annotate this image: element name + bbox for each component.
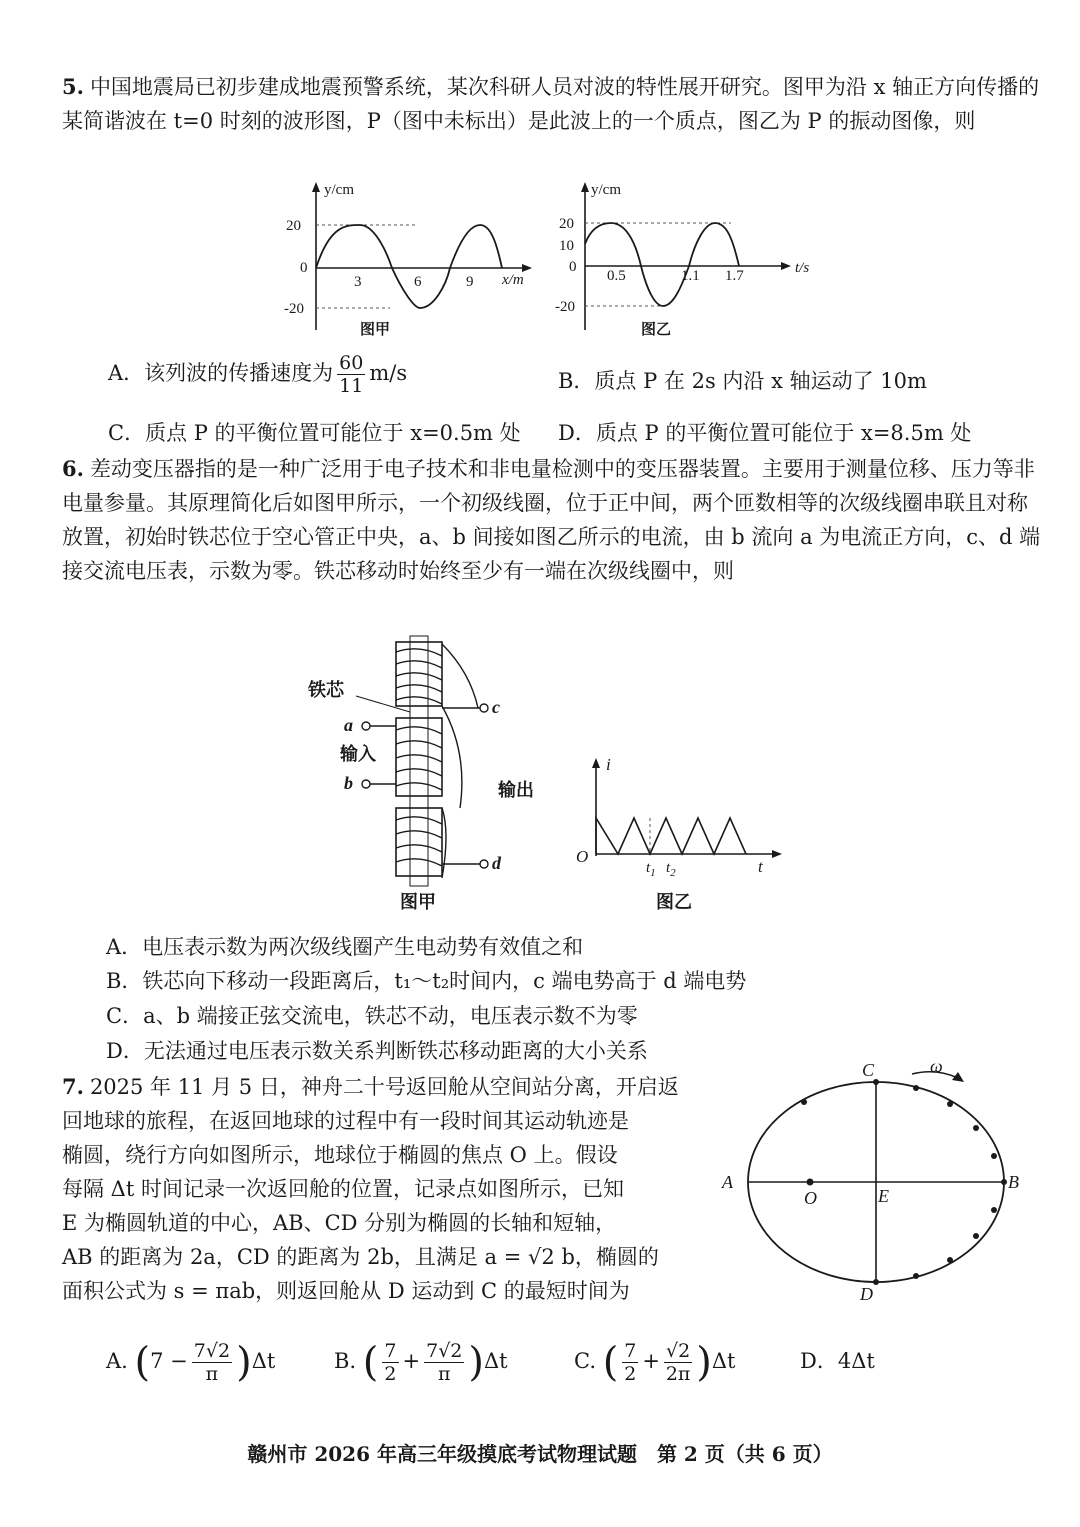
x-tick-9: 9 — [466, 274, 474, 290]
q7-option-a — [106, 1336, 275, 1388]
unit: m/s — [369, 361, 408, 385]
fraction: $\frac{7√2}{\pi}$ — [193, 1340, 231, 1385]
q7-option-c: C. ( $\frac{7}{2}$ + $\frac{√2}{2\pi}$ )Δt — [574, 1339, 736, 1386]
option-label: A. — [106, 1349, 128, 1373]
question-5 — [62, 70, 1042, 138]
terminal-b-label: b — [344, 773, 353, 793]
q6-option-c: C．a、b 端接正弦交流电，铁芯不动，电压表示数不为零 — [106, 1004, 638, 1028]
right-paren: ) — [696, 1339, 712, 1386]
fraction-1: $\frac{7}{2}$ — [384, 1340, 397, 1385]
x-tick-3: 3 — [354, 274, 362, 290]
t1-label: $t_1$ — [646, 860, 656, 879]
t-tick-1.1: 1.1 — [681, 268, 700, 284]
terminal-a-label: a — [344, 715, 353, 735]
speed-fraction — [337, 352, 365, 397]
q7-line-7: 面积公式为 s = πab，则返回舱从 D 运动到 C 的最短时间为 — [62, 1279, 630, 1303]
fraction-2: $\frac{7√2}{\pi}$ — [426, 1340, 463, 1385]
fraction-1: $\frac{7}{2}$ — [624, 1340, 637, 1385]
figure-caption: 图甲 — [400, 892, 436, 912]
q7-line-1: 2025 年 11 月 5 日，神舟二十号返回舱从空间站分离，开启返 — [89, 1075, 679, 1099]
left-paren: ( — [602, 1339, 619, 1386]
delta-t: Δt — [251, 1349, 276, 1373]
integer-term: 7 − — [150, 1349, 188, 1373]
y-tick-neg20: -20 — [284, 301, 304, 317]
terminal-d-label: d — [492, 853, 501, 873]
figure-caption: 图乙 — [656, 892, 692, 912]
q5-option-b: B．质点 P 在 2s 内沿 x 轴运动了 10m — [558, 369, 927, 393]
t-axis-label: t — [758, 857, 763, 876]
t-axis-label: t/s — [795, 260, 810, 276]
q6-option-d: D．无法通过电压表示数关系判断铁芯移动距离的大小关系 — [106, 1039, 648, 1063]
differential-transformer-diagram — [300, 632, 550, 917]
iron-core-label: 铁芯 — [308, 680, 344, 700]
right-paren: ) — [236, 1339, 252, 1386]
output-label: 输出 — [498, 780, 534, 801]
point-C-label: C — [862, 1060, 875, 1080]
q7-line-5: E 为椭圆轨道的中心，AB、CD 分别为椭圆的长轴和短轴， — [62, 1211, 617, 1235]
q7-option-b: B. ( $\frac{7}{2}$ + $\frac{7√2}{\pi}$ )Δt — [334, 1339, 508, 1386]
option-label: C. — [574, 1349, 596, 1373]
q7-option-d: D．4Δt — [800, 1349, 875, 1373]
t-tick-0.5: 0.5 — [607, 268, 626, 284]
y-axis-label: y/cm — [591, 182, 621, 198]
figure-caption: 图乙 — [641, 322, 672, 338]
right-paren: ) — [468, 1339, 485, 1386]
q5-option-c: C．质点 P 的平衡位置可能位于 x=0.5m 处 — [108, 421, 521, 445]
fraction-numerator: 60 — [339, 352, 364, 374]
t2-label: $t_2$ — [666, 860, 676, 879]
figure-caption: 图甲 — [360, 322, 391, 338]
q5-option-d: D．质点 P 的平衡位置可能位于 x=8.5m 处 — [558, 421, 972, 445]
omega-label: ω — [930, 1056, 943, 1076]
center-E-label: E — [878, 1186, 889, 1206]
q7-line-3: 椭圆，绕行方向如图所示，地球位于椭圆的焦点 O 上。假设 — [62, 1143, 618, 1167]
y-tick-0: 0 — [300, 260, 308, 276]
question-number: 7. — [62, 1074, 84, 1099]
question-number: 5. — [62, 74, 84, 99]
y-tick-20: 20 — [559, 216, 574, 232]
y-tick-10: 10 — [559, 238, 574, 254]
y-tick-neg20: -20 — [555, 299, 575, 315]
option-label: B. — [334, 1349, 357, 1373]
x-tick-6: 6 — [414, 274, 422, 290]
current-graph-yi — [566, 756, 796, 916]
point-A-label: A — [722, 1172, 733, 1192]
y-tick-0: 0 — [569, 259, 577, 275]
i-axis-label: i — [606, 756, 611, 774]
option-a-text: A．该列波的传播速度为 — [108, 361, 334, 385]
ellipse-orbit-diagram — [714, 1052, 1024, 1302]
left-paren: ( — [362, 1339, 379, 1386]
point-B-label: B — [1008, 1172, 1019, 1192]
point-D-label: D — [860, 1284, 873, 1302]
question-text: 中国地震局已初步建成地震预警系统，某次科研人员对波的特性展开研究。图甲为沿 x 轴正方向传播的某简谐波在 t=0 时刻的波形图，P（图中未标出）是此波上的一个质点，图乙为 P 的振动图像，则 — [62, 75, 1040, 133]
origin-label: O — [576, 847, 589, 866]
question-7 — [62, 1070, 712, 1308]
wave-graph-jia — [270, 180, 540, 340]
t-tick-1.7: 1.7 — [725, 268, 744, 284]
x-axis-label: x/m — [502, 272, 524, 288]
fraction-2: $\frac{√2}{2\pi}$ — [665, 1340, 691, 1385]
question-number: 6. — [62, 456, 84, 481]
q7-line-6: AB 的距离为 2a，CD 的距离为 2b，且满足 a = √2 b，椭圆的 — [62, 1245, 659, 1269]
question-text: 差动变压器指的是一种广泛用于电子技术和非电量检测中的变压器装置。主要用于测量位移、压力等非电量参量。其原理简化后如图甲所示，一个初级线圈，位于正中间，两个匝数相等的次级线圈串联且对称放置，初始时铁芯位于空心管正中央，a、b 间接如图乙所示的电流，由 b 流向 a 为电流正方向，c、d 端接交流电压表，示数为零。铁芯移动时始终至少有一端在次级线圈中，则 — [62, 457, 1041, 583]
q6-option-b: B．铁芯向下移动一段距离后，t₁～t₂时间内，c 端电势高于 d 端电势 — [106, 969, 747, 993]
question-6 — [62, 452, 1042, 588]
y-axis-label: y/cm — [324, 182, 354, 198]
focus-O-label: O — [804, 1188, 817, 1208]
page-footer: 赣州市 2026 年高三年级摸底考试物理试题 第 2 页（共 6 页） — [247, 1442, 833, 1466]
input-label: 输入 — [340, 744, 376, 764]
q5-option-a — [108, 352, 407, 397]
delta-t: Δt — [711, 1349, 736, 1373]
vibration-graph-yi — [555, 180, 825, 340]
q7-line-4: 每隔 Δt 时间记录一次返回舱的位置，记录点如图所示，已知 — [62, 1177, 624, 1201]
q6-option-a: A．电压表示数为两次级线圈产生电动势有效值之和 — [106, 935, 584, 959]
left-paren: ( — [134, 1339, 151, 1386]
delta-t: Δt — [484, 1349, 508, 1373]
y-tick-20: 20 — [286, 218, 301, 234]
fraction-denominator: 11 — [339, 375, 364, 397]
terminal-c-label: c — [492, 697, 500, 717]
q7-line-2: 回地球的旅程，在返回地球的过程中有一段时间其运动轨迹是 — [62, 1109, 629, 1133]
